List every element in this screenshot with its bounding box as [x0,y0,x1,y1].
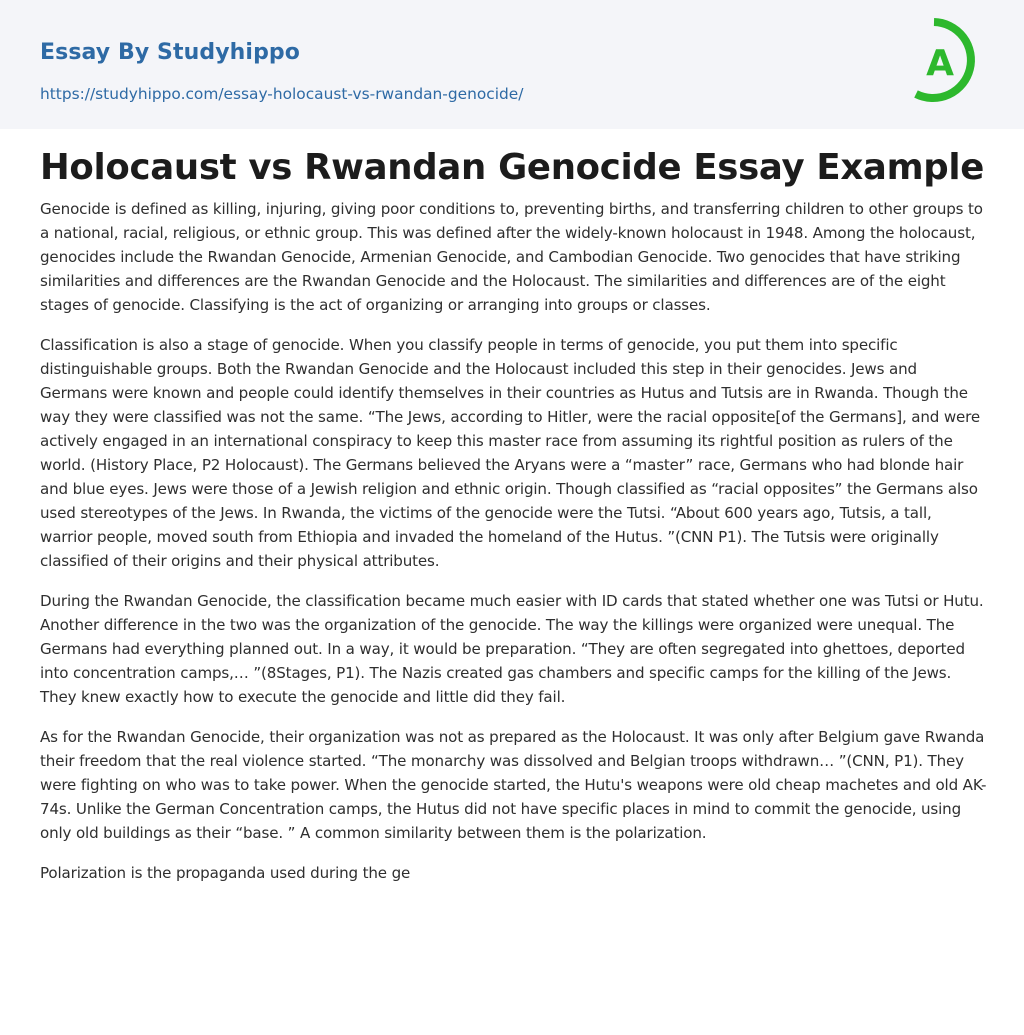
page-url-link[interactable]: https://studyhippo.com/essay-holocaust-vs-rwandan-genocide/ [40,85,524,103]
site-header [0,0,1024,129]
article [40,146,988,901]
paragraph: Classification is also a stage of genocide. When you classify people in terms of genocide, you put them into specific distinguishable groups. Both the Rwandan Genocide and the Holocaust included this step in their genocides. Jews and Germans were known and people could identify themselves in their countries as Hutus and Tutsis are in Rwanda. Though the way they were classified was not the same. “The Jews, according to Hitler, were the racial opposite[of the Germans], and were actively engaged in an international conspiracy to keep this master race from assuming its rightful position as rulers of the world. (History Place, P2 Holocaust). The Germans believed the Aryans were a “master” race, Germans who had blonde hair and blue eyes. Jews were those of a Jewish religion and ethnic origin. Though classified as “racial opposites” the Germans also used stereotypes of the Jews. In Rwanda, the victims of the genocide were the Tutsi. “About 600 years ago, Tutsis, a tall, warrior people, moved south from Ethiopia and invaded the homeland of the Hutus. ”(CNN P1). The Tutsis were originally classified of their origins and their physical attributes. [40,336,981,570]
paragraph: Genocide is defined as killing, injuring, giving poor conditions to, preventing births, and transferring children to other groups to a national, racial, religious, or ethnic group. This was defined after the widely-known holocaust in 1948. Among the holocaust, genocides include the Rwandan Genocide, Armenian Genocide, and Cambodian Genocide. Two genocides that have striking similarities and differences are the Rwandan Genocide and the Holocaust. The similarities and differences are of the eight stages of genocide. Classifying is the act of organizing or arranging into groups or classes. [40,200,983,314]
logo-letter: A [926,43,954,84]
studyhippo-logo[interactable] [908,16,988,108]
paragraph-truncated: Polarization is the propaganda used during the ge [40,864,411,882]
site-name[interactable]: Essay By Studyhippo [40,40,300,65]
paragraph: As for the Rwandan Genocide, their organization was not as prepared as the Holocaust. It was only after Belgium gave Rwanda their freedom that the real violence started. “The monarchy was dissolved and Belgian troops withdrawn… ”(CNN, P1). They were fighting on who was to take power. When the genocide started, the Hutu's weapons were old cheap machetes and old AK-74s. Unlike the German Concentration camps, the Hutus did not have specific places in mind to commit the genocide, using only old buildings as their “base. ” A common similarity between them is the polarization. [40,728,987,842]
paragraph: During the Rwandan Genocide, the classification became much easier with ID cards that stated whether one was Tutsi or Hutu. Another difference in the two was the organization of the genocide. The way the killings were organized were unequal. The Germans had everything planned out. In a way, it would be preparation. “They are often segregated into ghettoes, deported into concentration camps,… ”(8Stages, P1). The Nazis created gas chambers and specific camps for the killing of the Jews. They knew exactly how to execute the genocide and little did they fail. [40,592,984,706]
page-title: Holocaust vs Rwandan Genocide Essay Example [40,147,985,188]
logo-ring-icon [908,16,988,108]
